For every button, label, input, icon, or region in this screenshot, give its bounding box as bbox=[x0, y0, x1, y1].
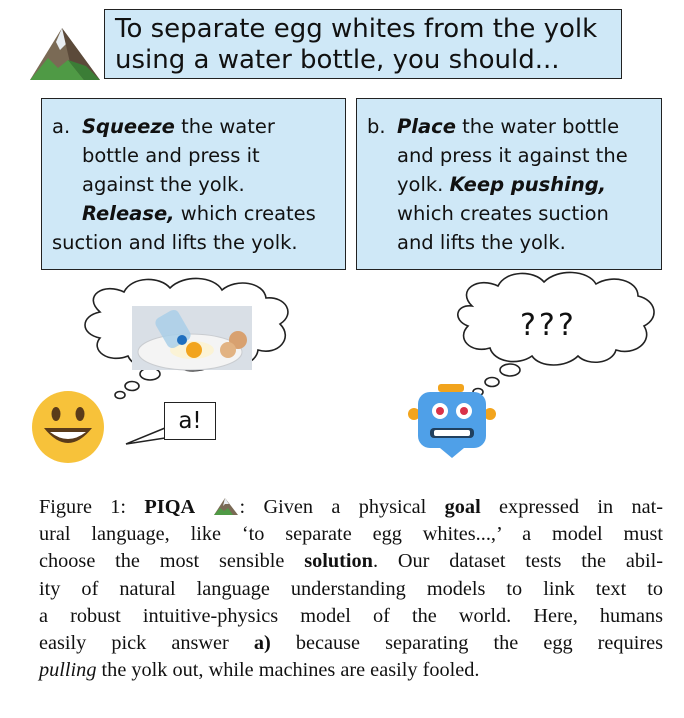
answer-b-l2: and press it against the bbox=[397, 144, 628, 167]
answer-a-l5: suction and lifts the yolk. bbox=[52, 231, 298, 254]
answer-b-l5: and lifts the yolk. bbox=[397, 231, 566, 254]
caption-pulling: pulling bbox=[39, 659, 97, 682]
mountain-icon-small bbox=[213, 496, 239, 516]
caption-line-4: ity of natural language understanding models to link text to bbox=[39, 577, 663, 600]
answer-a-l1-bold: Squeeze bbox=[82, 115, 175, 138]
caption-l1-mid: : Given a physical bbox=[239, 496, 445, 518]
caption-l1-post: expressed in nat- bbox=[480, 496, 664, 518]
answer-a-label: a. bbox=[52, 115, 71, 138]
answer-b-l4: which creates suction bbox=[397, 202, 609, 225]
robot-icon bbox=[408, 384, 496, 458]
caption-l3-pre: choose the most sensible bbox=[39, 550, 305, 573]
caption-line-5: a robust intuitive-physics model of the world. Here, humans bbox=[39, 604, 663, 627]
answer-a-l2: bottle and press it bbox=[82, 144, 260, 167]
smiley-emoji-icon bbox=[32, 391, 104, 463]
goal-line-1: To separate egg whites from the yolk bbox=[115, 14, 598, 44]
robot-thought-text: ??? bbox=[520, 308, 577, 343]
answer-a-l1: the water bbox=[174, 115, 275, 138]
caption-l3-post: . Our dataset tests the abil- bbox=[372, 550, 663, 573]
answer-b-l3-bold: Keep pushing, bbox=[449, 173, 607, 196]
caption-l6-post: because separating the egg requires bbox=[270, 631, 663, 654]
answer-b-l1-bold: Place bbox=[397, 115, 456, 138]
answer-a-l4-bold: Release, bbox=[82, 202, 175, 225]
egg-photo bbox=[132, 306, 252, 370]
caption-line-2: ural language, like ‘to separate egg whites...,’ a model must bbox=[39, 523, 663, 546]
answer-b-l3-pre: yolk. bbox=[397, 173, 450, 196]
caption-prefix: Figure 1: bbox=[39, 496, 145, 518]
caption-piqa: PIQA bbox=[144, 496, 196, 518]
goal-line-2: using a water bottle, you should... bbox=[115, 45, 560, 75]
caption-solution: solution bbox=[304, 550, 373, 573]
answer-a-l4: which creates bbox=[174, 202, 316, 225]
answer-b-label: b. bbox=[367, 115, 386, 138]
caption-l7-post: the yolk out, while machines are easily fooled. bbox=[96, 659, 480, 682]
speech-tail bbox=[126, 428, 165, 444]
caption-l6-pre: easily pick answer bbox=[39, 631, 254, 654]
answer-a-l3: against the yolk. bbox=[82, 173, 245, 196]
caption-answer-a: a) bbox=[253, 631, 271, 654]
caption-goal: goal bbox=[444, 496, 481, 518]
human-reply-box: a! bbox=[164, 402, 216, 440]
figure-caption bbox=[39, 494, 663, 684]
answer-b-l1: the water bottle bbox=[455, 115, 620, 138]
